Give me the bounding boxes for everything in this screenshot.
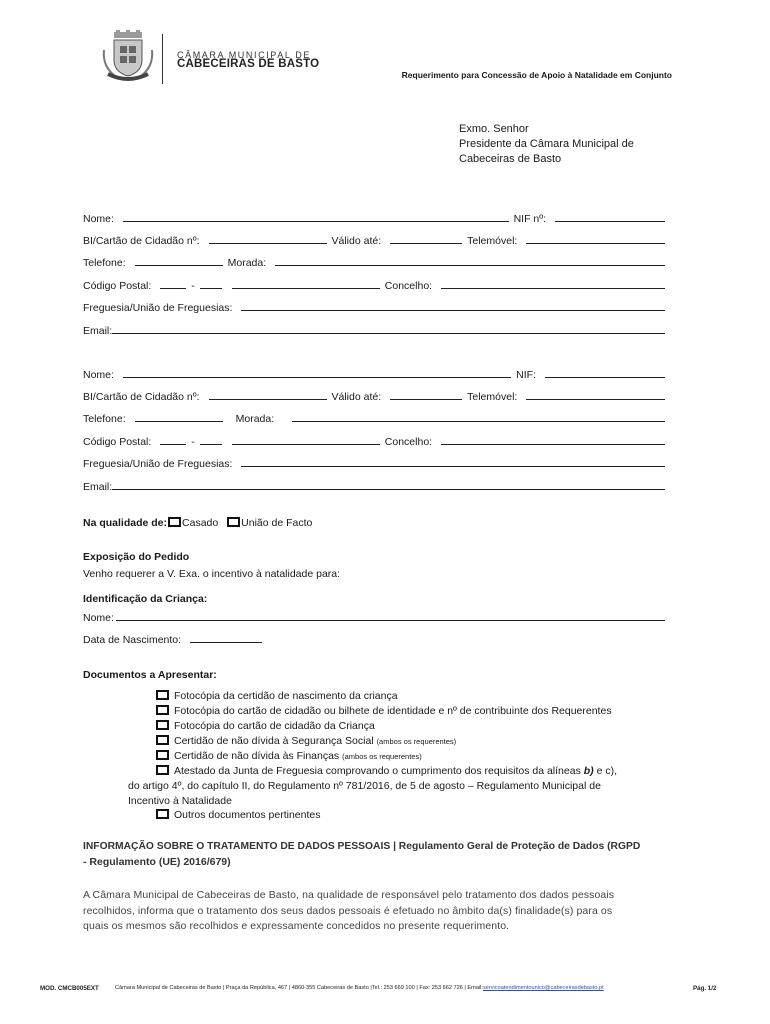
address-field[interactable] (275, 264, 665, 266)
id-card-field[interactable] (209, 242, 327, 244)
married-label: Casado (182, 517, 219, 529)
footer-email-link[interactable]: servicoatendimentounico@cabeceirasdebasto.pt (482, 985, 604, 991)
document-checkbox[interactable] (156, 809, 169, 819)
municipality-field[interactable] (441, 443, 665, 445)
document-checkbox[interactable] (156, 690, 169, 700)
document-title: Requerimento para Concessão de Apoio à Natalidade em Conjunto (401, 70, 672, 80)
applicant1-parish-row (83, 298, 670, 314)
email-label: Email: (83, 481, 113, 493)
address-line-1: Exmo. Senhor (459, 123, 529, 135)
address-field[interactable] (292, 420, 665, 422)
email-label: Email: (83, 325, 113, 337)
request-section-title: Exposição do Pedido (83, 551, 190, 563)
birthdate-field[interactable] (190, 641, 262, 643)
name-label: Nome: (83, 369, 114, 381)
nif-label: NIF nº: (513, 213, 546, 225)
mobile-label: Telemóvel: (467, 391, 518, 403)
address-label: Morada: (227, 257, 267, 269)
marital-status-row (83, 517, 312, 529)
birthdate-label: Data de Nascimento: (83, 634, 182, 646)
rgpd-paragraph-line2: recolhidos, informa que o tratamento dos seus dados pessoais é efetuado no âmbito da(s) finalidade(s) para os (83, 905, 613, 917)
id-card-field[interactable] (209, 398, 327, 400)
id-card-label: BI/Cartão de Cidadão nº: (83, 391, 200, 403)
applicant2-postal-row: Código Postal: - Concelho: (83, 432, 670, 448)
phone-label: Telefone: (83, 413, 126, 425)
child-birthdate-row (83, 630, 670, 646)
document-checkbox[interactable] (156, 765, 169, 775)
document-item: Certidão de não dívida às Finanças (ambos os requerentes) (155, 750, 422, 762)
rgpd-paragraph-line3: quais os mesmos são recolhidos e expressamente concedidos no presente requerimento. (83, 920, 510, 932)
postal-locality-field[interactable] (232, 443, 380, 445)
civil-union-checkbox[interactable] (227, 517, 240, 527)
parish-field[interactable] (241, 465, 665, 467)
logo-separator (162, 34, 163, 84)
valid-until-label: Válido até: (331, 391, 382, 403)
phone-field[interactable] (135, 420, 223, 422)
postal-code-field-b[interactable] (200, 443, 222, 445)
phone-label: Telefone: (83, 257, 126, 269)
postal-code-label: Código Postal: (83, 436, 152, 448)
mobile-label: Telemóvel: (467, 235, 518, 247)
document-item: Fotocópia do cartão de cidadão ou bilhete de identidade e nº de contribuinte dos Requerentes (155, 705, 612, 717)
document-item-continuation: do artigo 4º, do capítulo II, do Regulamento nº 781/2016, de 5 de agosto – Regulamento Municipal de (128, 780, 601, 792)
valid-until-field[interactable] (390, 242, 462, 244)
address-label: Morada: (235, 413, 275, 425)
footer-model-code: MOD. CMCB005EXT (40, 985, 99, 992)
document-item: Outros documentos pertinentes (155, 809, 321, 821)
postal-code-label: Código Postal: (83, 280, 152, 292)
municipality-field[interactable] (441, 287, 665, 289)
applicant2-parish-row (83, 454, 670, 470)
name-field[interactable] (123, 220, 509, 222)
address-line-3: Cabeceiras de Basto (459, 153, 562, 165)
child-name-label: Nome: (83, 612, 114, 624)
postal-code-field-a[interactable] (160, 443, 186, 445)
address-line-2: Presidente da Câmara Municipal de (459, 138, 634, 150)
postal-code-field-b[interactable] (200, 287, 222, 289)
applicant1-postal-row: Código Postal: - Concelho: (83, 276, 670, 292)
name-label: Nome: (83, 213, 114, 225)
logo-text-line1: CÂMARA MUNICIPAL DE (177, 50, 311, 60)
parish-label: Freguesia/União de Freguesias: (83, 458, 233, 470)
nif-label: NIF: (516, 369, 536, 381)
postal-code-field-a[interactable] (160, 287, 186, 289)
document-checkbox[interactable] (156, 735, 169, 745)
rgpd-paragraph-line1: A Câmara Municipal de Cabeceiras de Basto, na qualidade de responsável pelo tratamento dos dados pessoais (83, 889, 615, 901)
documents-section-title: Documentos a Apresentar: (83, 669, 217, 681)
parish-field[interactable] (241, 309, 665, 311)
rgpd-title-line2: - Regulamento (UE) 2016/679) (83, 856, 231, 868)
applicant2-id-row (83, 387, 670, 403)
mobile-field[interactable] (526, 398, 665, 400)
document-checkbox[interactable] (156, 705, 169, 715)
mobile-field[interactable] (526, 242, 665, 244)
document-item-continuation: Incentivo à Natalidade (128, 795, 232, 807)
email-field[interactable] (112, 332, 665, 334)
applicant2-name-row (83, 365, 670, 381)
id-card-label: BI/Cartão de Cidadão nº: (83, 235, 200, 247)
civil-union-label: União de Facto (241, 517, 313, 529)
applicant1-phone-row (83, 253, 670, 269)
document-checkbox[interactable] (156, 720, 169, 730)
document-checkbox[interactable] (156, 750, 169, 760)
applicant2-phone-row (83, 409, 670, 425)
phone-field[interactable] (135, 264, 223, 266)
applicant1-email-row (83, 321, 670, 337)
applicant1-name-row (83, 209, 670, 225)
document-item: Fotocópia do cartão de cidadão da Criança (155, 720, 375, 732)
footer-page-number: Pág. 1/2 (693, 985, 717, 992)
document-item: Atestado da Junta de Freguesia comprovando o cumprimento dos requisitos da alíneas b) e c), (155, 765, 617, 777)
postal-locality-field[interactable] (232, 287, 380, 289)
municipal-crest-logo (100, 30, 156, 82)
document-item: Fotocópia da certidão de nascimento da criança (155, 690, 398, 702)
nif-field[interactable] (555, 220, 665, 222)
name-field[interactable] (123, 376, 511, 378)
applicant1-id-row (83, 231, 670, 247)
valid-until-field[interactable] (390, 398, 462, 400)
marital-status-label: Na qualidade de: (83, 517, 168, 529)
married-checkbox[interactable] (168, 517, 181, 527)
municipality-label: Concelho: (384, 280, 433, 292)
parish-label: Freguesia/União de Freguesias: (83, 302, 233, 314)
nif-field[interactable] (545, 376, 665, 378)
valid-until-label: Válido até: (331, 235, 382, 247)
email-field[interactable] (112, 488, 665, 490)
child-section-title: Identificação da Criança: (83, 593, 208, 605)
footer-address: Câmara Municipal de Cabeceiras de Basto | Praça da República, 467 | 4860-355 Cabeceiras de Basto |Tel.: 253 669 100 | Fax: 253 662 726 | Email:servicoatendimentounico@cabeceirasdebasto.pt (115, 985, 604, 991)
rgpd-title-line1: INFORMAÇÃO SOBRE O TRATAMENTO DE DADOS PESSOAIS | Regulamento Geral de Proteção de Dados (RGPD (83, 841, 641, 852)
logo-text-line2: CABECEIRAS DE BASTO (177, 58, 320, 70)
municipality-label: Concelho: (384, 436, 433, 448)
document-item: Certidão de não dívida à Segurança Social (ambos os requerentes) (155, 735, 456, 747)
child-name-row (83, 608, 670, 624)
applicant2-email-row (83, 477, 670, 493)
request-text: Venho requerer a V. Exa. o incentivo à natalidade para: (83, 568, 341, 580)
child-name-field[interactable] (116, 619, 665, 621)
